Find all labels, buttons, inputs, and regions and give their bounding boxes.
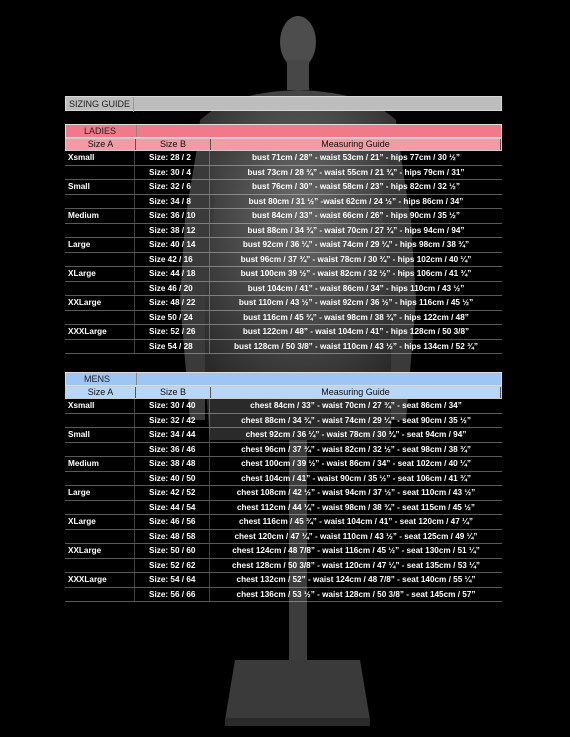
measuring-guide-cell: chest 132cm / 52” - waist 124cm / 48 7/8” - seat 140cm / 55 ¼”: [236, 575, 476, 584]
size-b-cell: Size 46 / 20: [135, 282, 210, 296]
measuring-guide-cell: chest 92cm / 36 ¼” - waist 78cm / 30 ¾” - seat 94cm / 94”: [245, 430, 467, 439]
measuring-guide-cell: bust 116cm / 45 ¾” - waist 98cm / 38 ¾” - hips 122cm / 48”: [243, 312, 469, 322]
sizing-guide-title-bar: [65, 96, 502, 111]
measuring-guide-cell: bust 71cm / 28” - waist 53cm / 21” - hips 77cm / 30 ½”: [252, 153, 460, 162]
table-row: [65, 573, 502, 588]
mens-table-body: [65, 399, 502, 602]
size-b-cell: Size: 56 / 66: [135, 588, 210, 602]
size-b-cell: Size: 34 / 44: [135, 428, 210, 442]
size-b-cell: Size 42 / 16: [135, 253, 210, 267]
measuring-guide-cell: chest 124cm / 48 7/8” - waist 116cm / 45 ½” - seat 130cm / 51 ¼”: [232, 546, 480, 555]
measuring-guide-cell: chest 96cm / 37 ¾” - waist 82cm / 32 ½” - seat 98cm / 38 ¾”: [241, 444, 471, 454]
table-row: [65, 414, 502, 429]
table-row: [65, 486, 502, 501]
mens-section-title: MENS: [84, 373, 137, 385]
size-a-cell: Small: [65, 428, 135, 442]
size-b-cell: Size: 30 / 4: [135, 166, 210, 180]
size-b-cell: Size: 38 / 48: [135, 457, 210, 471]
size-a-cell: XXLarge: [65, 544, 135, 558]
table-row: [65, 530, 502, 545]
size-a-cell: XLarge: [65, 515, 135, 529]
ladies-section-title: LADIES: [84, 125, 137, 137]
header-size-a: Size A: [66, 139, 136, 150]
measuring-guide-cell: chest 112cm / 44 ¼” - waist 98cm / 38 ¾” - seat 115cm / 45 ½”: [236, 502, 476, 512]
size-b-cell: Size: 40 / 50: [135, 472, 210, 486]
table-row: [65, 209, 502, 224]
sizing-guide-sheet: [65, 96, 502, 602]
table-row: [65, 325, 502, 340]
size-a-cell: Large: [65, 238, 135, 252]
measuring-guide-cell: bust 100cm 39 ½” - waist 82cm / 32 ½” - hips 106cm / 41 ¾”: [240, 269, 472, 278]
measuring-guide-cell: bust 92cm / 36 ¼” - waist 74cm / 29 ¼” - hips 98cm / 38 ¾”: [242, 240, 470, 249]
table-row: [65, 282, 502, 297]
size-b-cell: Size: 34 / 8: [135, 195, 210, 209]
measuring-guide-cell: chest 116cm / 45 ¾” - waist 104cm / 41” - seat 120cm / 47 ¼”: [239, 517, 473, 526]
size-b-cell: Size: 52 / 62: [135, 559, 210, 573]
header-size-a: Size A: [66, 387, 136, 398]
table-row: [65, 340, 502, 355]
size-a-cell: XXXLarge: [65, 573, 135, 587]
size-b-cell: Size: 48 / 58: [135, 530, 210, 544]
table-row: [65, 180, 502, 195]
size-a-cell: XXXLarge: [65, 325, 135, 339]
size-b-cell: Size: 44 / 54: [135, 501, 210, 515]
header-size-b: Size B: [136, 387, 211, 398]
size-b-cell: Size: 30 / 40: [135, 399, 210, 413]
table-row: [65, 443, 502, 458]
table-row: [65, 311, 502, 326]
measuring-guide-cell: bust 96cm / 37 ¾” - waist 78cm / 30 ¾” - hips 102cm / 40 ¼”: [240, 254, 472, 264]
size-a-cell: [65, 340, 135, 354]
size-a-cell: [65, 282, 135, 296]
size-a-cell: [65, 195, 135, 209]
size-b-cell: Size: 38 / 12: [135, 224, 210, 238]
size-b-cell: Size 54 / 28: [135, 340, 210, 354]
table-row: [65, 267, 502, 282]
size-b-cell: Size: 40 / 14: [135, 238, 210, 252]
measuring-guide-cell: bust 110cm / 43 ½” - waist 92cm / 36 ½” - hips 116cm / 45 ½”: [238, 298, 474, 307]
ladies-table-header: [65, 138, 502, 151]
size-a-cell: Small: [65, 180, 135, 194]
table-row: [65, 428, 502, 443]
table-row: [65, 166, 502, 181]
size-a-cell: [65, 311, 135, 325]
size-a-cell: XXLarge: [65, 296, 135, 310]
measuring-guide-cell: chest 88cm / 34 ¾” - waist 74cm / 29 ¼” - seat 90cm / 35 ½”: [241, 415, 471, 425]
table-row: [65, 544, 502, 559]
table-row: [65, 224, 502, 239]
table-row: [65, 151, 502, 166]
size-a-cell: [65, 253, 135, 267]
table-row: [65, 515, 502, 530]
measuring-guide-cell: chest 136cm / 53 ½” - waist 128cm / 50 3/8” - seat 145cm / 57”: [236, 589, 476, 599]
size-b-cell: Size 50 / 24: [135, 311, 210, 325]
measuring-guide-cell: bust 80cm / 31 ½” -waist 62cm / 24 ½” - hips 86cm / 34”: [248, 196, 464, 206]
mens-table-header: [65, 386, 502, 399]
measuring-guide-cell: bust 104cm / 41” - waist 86cm / 34” - hips 110cm / 43 ½”: [247, 283, 465, 293]
size-b-cell: Size: 28 / 2: [135, 151, 210, 165]
size-b-cell: Size: 44 / 18: [135, 267, 210, 281]
table-row: [65, 399, 502, 414]
size-a-cell: [65, 443, 135, 457]
size-a-cell: Large: [65, 486, 135, 500]
size-b-cell: Size: 32 / 42: [135, 414, 210, 428]
table-row: [65, 296, 502, 311]
table-row: [65, 472, 502, 487]
table-row: [65, 501, 502, 516]
header-size-b: Size B: [136, 139, 211, 150]
size-a-cell: Xsmall: [65, 399, 135, 413]
table-row: [65, 559, 502, 574]
size-a-cell: [65, 501, 135, 515]
size-b-cell: Size: 36 / 10: [135, 209, 210, 223]
ladies-table-body: [65, 151, 502, 354]
measuring-guide-cell: bust 84cm / 33” - waist 66cm / 26” - hips 90cm / 35 ½”: [252, 211, 460, 220]
measuring-guide-cell: bust 128cm / 50 3/8” - waist 110cm / 43 ½” - hips 134cm / 52 ¾”: [234, 341, 478, 351]
table-row: [65, 238, 502, 253]
size-b-cell: Size: 36 / 46: [135, 443, 210, 457]
size-a-cell: [65, 530, 135, 544]
size-a-cell: [65, 414, 135, 428]
measuring-guide-cell: chest 100cm / 39 ½” - waist 86cm / 34” - seat 102cm / 40 ¼”: [241, 459, 471, 468]
measuring-guide-cell: bust 88cm / 34 ¾” - waist 70cm / 27 ¾” - hips 94cm / 94”: [247, 225, 465, 235]
size-b-cell: Size: 46 / 56: [135, 515, 210, 529]
size-b-cell: Size: 52 / 26: [135, 325, 210, 339]
table-row: [65, 195, 502, 210]
header-measuring-guide: Measuring Guide: [211, 387, 501, 398]
size-a-cell: Medium: [65, 209, 135, 223]
measuring-guide-cell: chest 84cm / 33” - waist 70cm / 27 ¾” - seat 86cm / 34”: [250, 401, 462, 410]
table-row: [65, 588, 502, 603]
page-title: SIZING GUIDE: [69, 97, 134, 112]
ladies-section-bar: [65, 124, 502, 138]
size-b-cell: Size: 54 / 64: [135, 573, 210, 587]
measuring-guide-cell: bust 122cm / 48” - waist 104cm / 41” - hips 128cm / 50 3/8”: [242, 327, 470, 336]
table-row: [65, 253, 502, 268]
size-a-cell: [65, 166, 135, 180]
size-a-cell: [65, 224, 135, 238]
mens-section-bar: [65, 372, 502, 386]
measuring-guide-cell: bust 76cm / 30” - waist 58cm / 23” - hips 82cm / 32 ½”: [252, 182, 460, 191]
measuring-guide-cell: bust 73cm / 28 ¾” - waist 55cm / 21 ¾” - hips 79cm / 31”: [247, 167, 465, 177]
measuring-guide-cell: chest 128cm / 50 3/8” - waist 120cm / 47 ¼” - seat 135cm / 53 ¼”: [231, 560, 481, 570]
header-measuring-guide: Measuring Guide: [211, 139, 501, 150]
size-a-cell: [65, 588, 135, 602]
size-b-cell: Size: 32 / 6: [135, 180, 210, 194]
table-row: [65, 457, 502, 472]
measuring-guide-cell: chest 120cm / 47 ¼” - waist 110cm / 43 ½” - seat 125cm / 49 ¼”: [234, 531, 478, 541]
size-b-cell: Size: 42 / 52: [135, 486, 210, 500]
size-a-cell: Medium: [65, 457, 135, 471]
size-a-cell: [65, 559, 135, 573]
measuring-guide-cell: chest 108cm / 42 ½” - waist 94cm / 37 ½” - seat 110cm / 43 ½”: [236, 488, 476, 497]
size-b-cell: Size: 48 / 22: [135, 296, 210, 310]
size-a-cell: [65, 472, 135, 486]
size-a-cell: Xsmall: [65, 151, 135, 165]
measuring-guide-cell: chest 104cm / 41” - waist 90cm / 35 ½” - seat 106cm / 41 ¾”: [241, 473, 471, 483]
size-a-cell: XLarge: [65, 267, 135, 281]
size-b-cell: Size: 50 / 60: [135, 544, 210, 558]
